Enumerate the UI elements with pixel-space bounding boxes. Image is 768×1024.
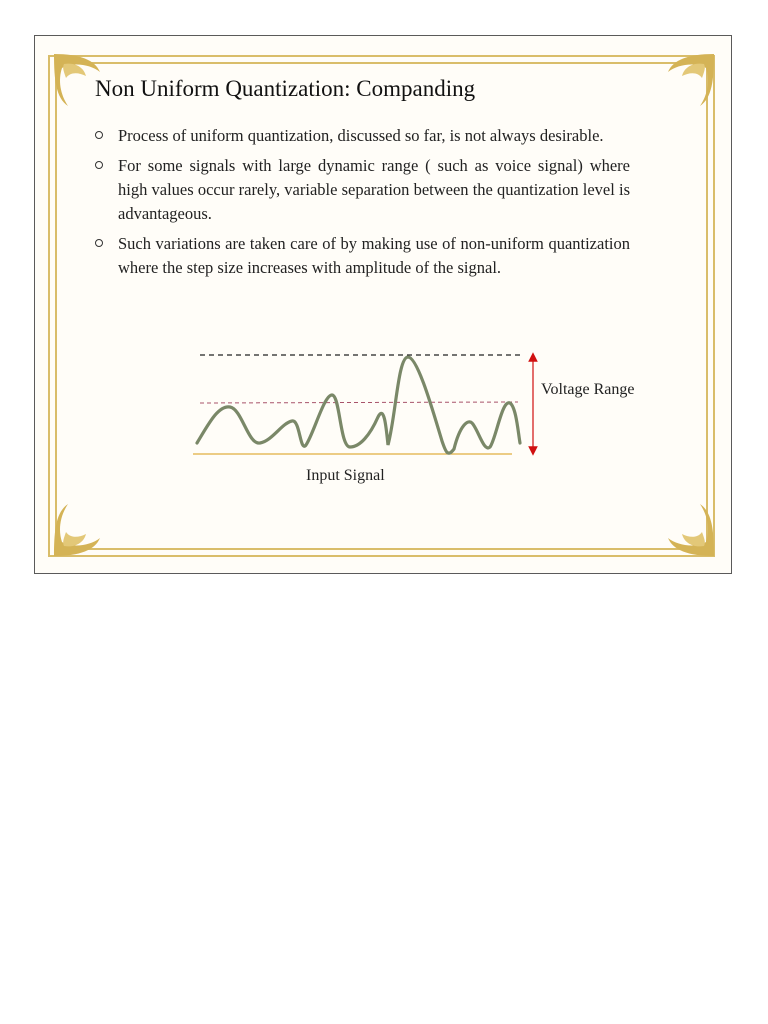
voltage-range-label: Voltage Range bbox=[541, 381, 635, 398]
hollow-circle-bullet-icon bbox=[95, 239, 103, 247]
bullet-item bbox=[95, 154, 630, 226]
corner-flourish-bottom-right-icon bbox=[648, 490, 718, 560]
bullet-text: Such variations are taken care of by making use of non-uniform quantization where the step size increases with amplitude of the signal. bbox=[118, 234, 630, 277]
bullet-item bbox=[95, 232, 630, 280]
hollow-circle-bullet-icon bbox=[95, 131, 103, 139]
slide-title: Non Uniform Quantization: Companding bbox=[95, 76, 476, 101]
lower-dashed-level-line bbox=[200, 402, 518, 403]
bullet-text: Process of uniform quantization, discussed so far, is not always desirable. bbox=[118, 126, 604, 145]
corner-flourish-top-right-icon bbox=[648, 50, 718, 120]
input-signal-waveform bbox=[197, 357, 520, 453]
input-signal-label: Input Signal bbox=[306, 467, 385, 484]
bullet-list bbox=[95, 124, 630, 286]
corner-flourish-bottom-left-icon bbox=[50, 490, 120, 560]
bullet-text: For some signals with large dynamic range ( such as voice signal) where high values occur rarely, variable separation between the quantization level is advantageous. bbox=[118, 156, 630, 223]
hollow-circle-bullet-icon bbox=[95, 161, 103, 169]
bullet-item bbox=[95, 124, 630, 148]
input-signal-diagram bbox=[190, 345, 660, 490]
